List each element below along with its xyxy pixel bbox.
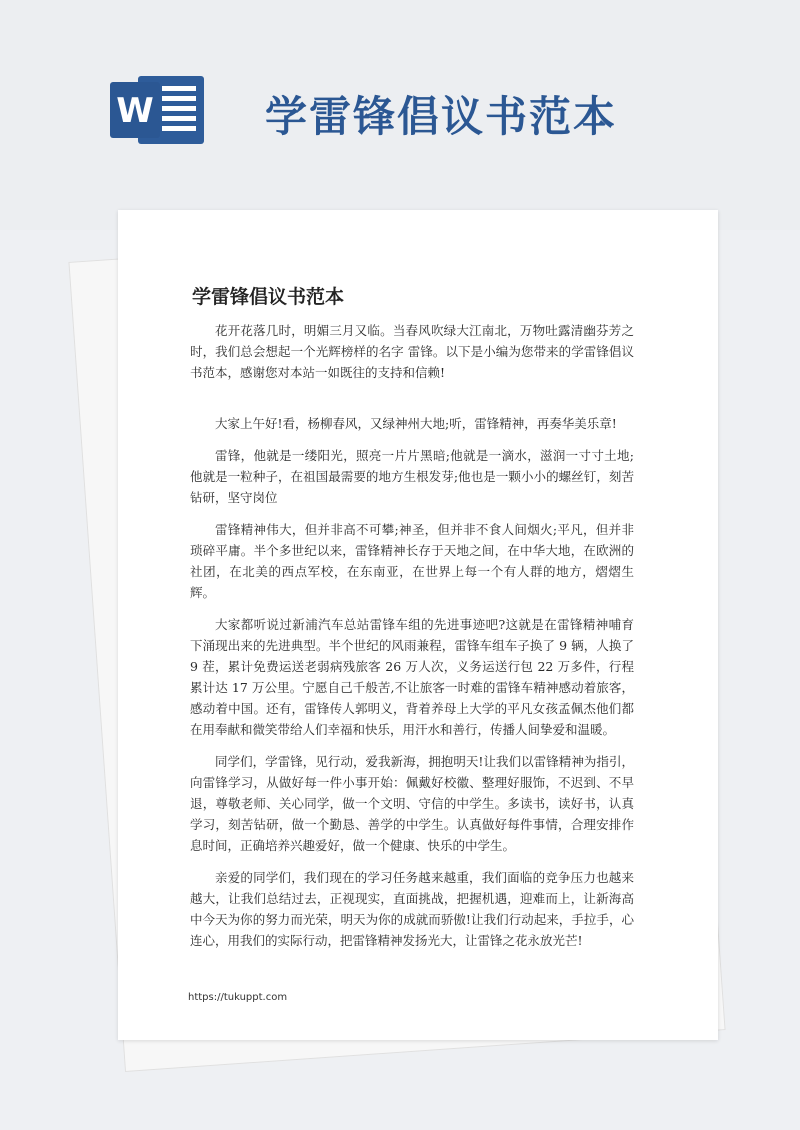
paragraph-students: 同学们，学雷锋，见行动，爱我新海，拥抱明天!让我们以雷锋精神为指引，向雷锋学习，从做好每一件小事开始：佩戴好校徽、整理好服饰，不迟到、不早退，尊敬老师、关心同学，做一个文明、守信的中学生。多读书，读好书，认真学习，刻苦钻研，做一个勤恳、善学的中学生。认真做好每件事情，合理安排作息时间，正确培养兴趣爱好，做一个健康、快乐的中学生。	[190, 754, 634, 853]
paragraph-greeting: 大家上午好!看，杨柳春风，又绿神州大地;听，雷锋精神，再奏华美乐章!	[215, 416, 617, 431]
paragraph-example: 大家都听说过新浦汽车总站雷锋车组的先进事迹吧?这就是在雷锋精神哺育下涌现出来的先进典型。半个世纪的风雨兼程，雷锋车组车子换了 9 辆，人换了 9 茬，累计免费运送老弱病残旅客 26 万人次，义务运送行包 22 万多件，行程累计达 17 万公里。宁愿自己千般苦,不让旅客一时难的雷锋车精神感动着旅客，感动着中国。还有，雷锋传人郭明义，背着养母上大学的平凡女孩孟佩杰他们都在用奉献和微笑带给人们幸福和快乐，用汗水和善行，传播人间挚爱和温暖。	[190, 617, 634, 737]
paragraph-leifeng: 雷锋，他就是一缕阳光，照亮一片片黑暗;他就是一滴水，滋润一寸寸土地;他就是一粒种子，在祖国最需要的地方生根发芽;他也是一颗小小的螺丝钉，刻苦钻研，坚守岗位	[190, 448, 634, 505]
document-title: 学雷锋倡议书范本	[192, 286, 345, 308]
document-page	[118, 210, 718, 1040]
document-body	[190, 320, 634, 962]
page-title: 学雷锋倡议书范本	[265, 92, 618, 141]
paragraph-intro: 花开花落几时，明媚三月又临。当春风吹绿大江南北，万物吐露清幽芬芳之时，我们总会想起一个光辉榜样的名字 雷锋。以下是小编为您带来的学雷锋倡议书范本，感谢您对本站一如既往的支持和信赖!	[190, 323, 634, 380]
paragraph-spirit: 雷锋精神伟大，但并非高不可攀;神圣，但并非不食人间烟火;平凡，但并非琐碎平庸。半个多世纪以来，雷锋精神长存于天地之间，在中华大地，在欧洲的社团，在北美的西点军校，在东南亚，在世界上每一个有人群的地方，熠熠生辉。	[190, 522, 634, 600]
word-document-icon	[108, 70, 208, 150]
word-icon-letter: W	[116, 91, 154, 131]
footer-url: https://tukuppt.com	[188, 992, 288, 1003]
paragraph-closing: 亲爱的同学们，我们现在的学习任务越来越重，我们面临的竞争压力也越来越大，让我们总结过去，正视现实，直面挑战，把握机遇，迎难而上，让新海高中今天为你的努力而光荣，明天为你的成就而骄傲!让我们行动起来，手拉手，心连心，用我们的实际行动，把雷锋精神发扬光大，让雷锋之花永放光芒!	[190, 870, 634, 948]
